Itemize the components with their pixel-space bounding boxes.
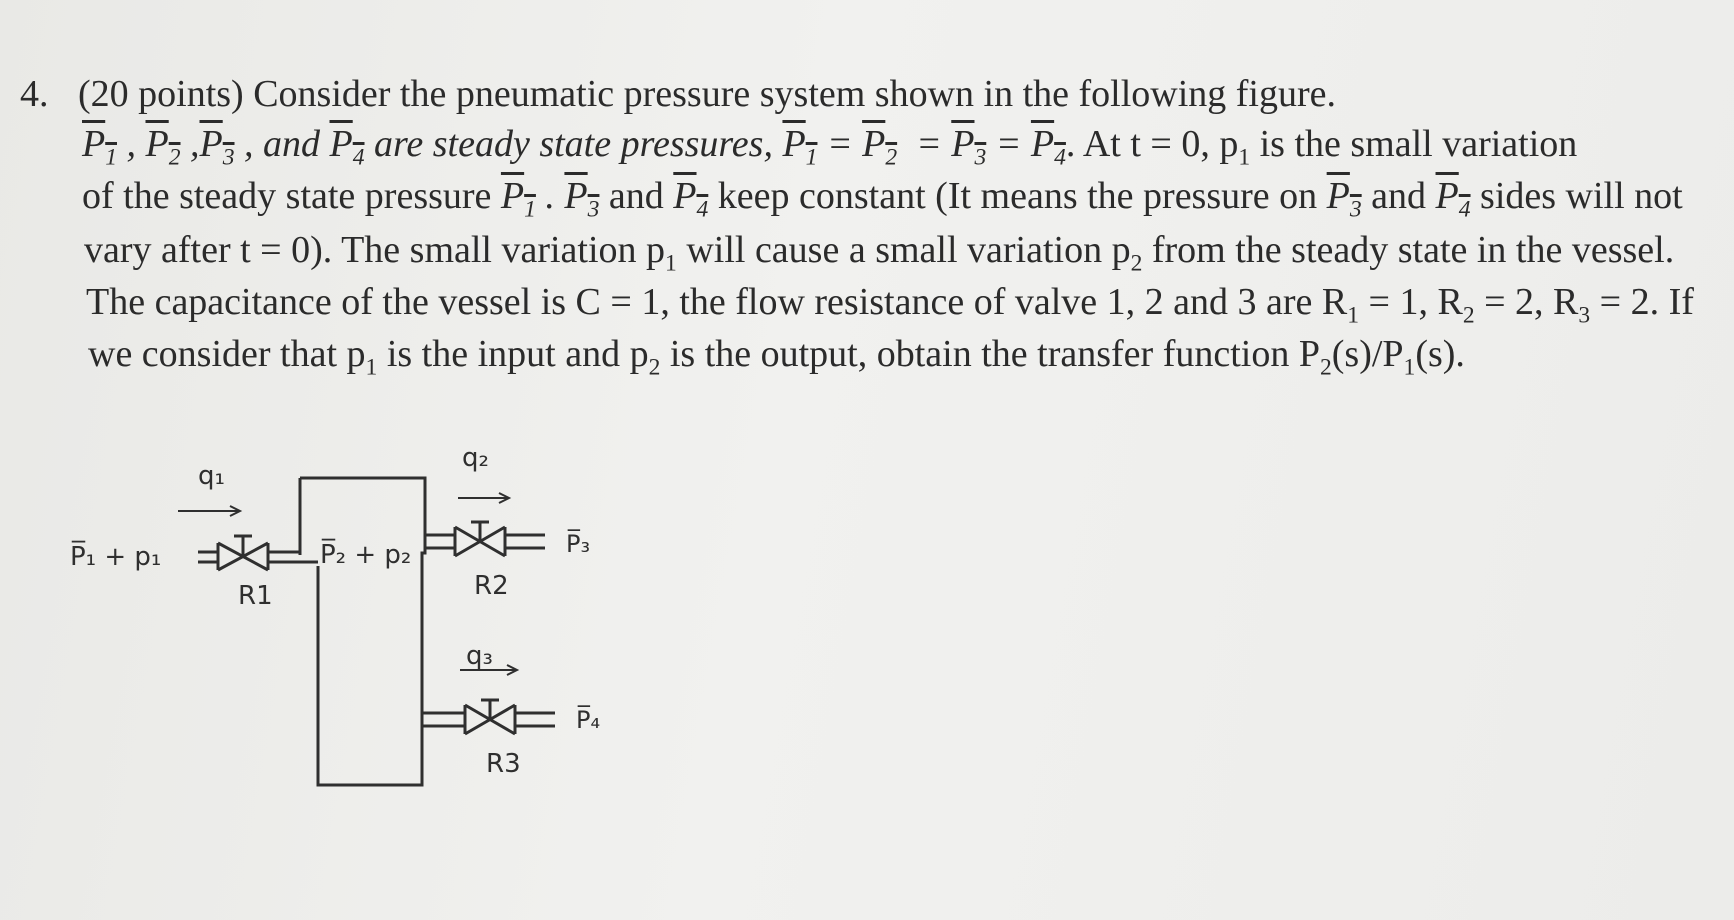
- arrow-q2: [458, 493, 509, 503]
- label-r3: R3: [486, 749, 521, 779]
- problem-line-6: we consider that $p_1$ is the input and $p_2$ is the output, obtain the transfer function $P_2(s)/P_1(s)$.: [88, 333, 1465, 381]
- problem-header: (20 points) Consider the pneumatic pressure system shown in the following figure.: [78, 73, 1337, 115]
- label-vessel-pressure: P̅₂ + p₂: [320, 540, 412, 570]
- problem-number: 4.: [20, 73, 49, 115]
- arrow-q1: [178, 506, 240, 516]
- problem-line-2: $P_1$ , $P_2$ $,P_3$ , and $P_4$ are steady state pressures, $P_1 = P_2 = P_3 = P_4$. At t = 0, $p_1$ is the small variation: [82, 123, 1578, 171]
- label-p3: P̅₃: [566, 530, 591, 558]
- vessel: [300, 478, 425, 785]
- label-r1: R1: [238, 581, 273, 611]
- label-p4: P̅₄: [576, 706, 601, 734]
- problem-line-5: The capacitance of the vessel is C = 1, the flow resistance of valve 1, 2 and 3 are $R_1 = 1$, $R_2 = 2$, $R_3 = 2$. If: [86, 281, 1694, 329]
- label-q2: q₂: [462, 443, 489, 473]
- valve-r2: [455, 522, 505, 556]
- label-q1: q₁: [198, 461, 225, 491]
- label-q3: q₃: [466, 641, 493, 671]
- valve-r3: [465, 700, 515, 734]
- label-r2: R2: [474, 571, 509, 601]
- problem-line-4: vary after t = 0). The small variation $p_1$ will cause a small variation $p_2$ from the steady state in the vessel.: [84, 229, 1675, 277]
- problem-line-3: of the steady state pressure $P_1$ . $P_3$ and $P_4$ keep constant (It means the pressure on $P_3$ and $P_4$ sides will not: [82, 175, 1683, 223]
- label-inlet-pressure: P̅₁ + p₁: [70, 542, 162, 572]
- valve-r1: [218, 536, 268, 570]
